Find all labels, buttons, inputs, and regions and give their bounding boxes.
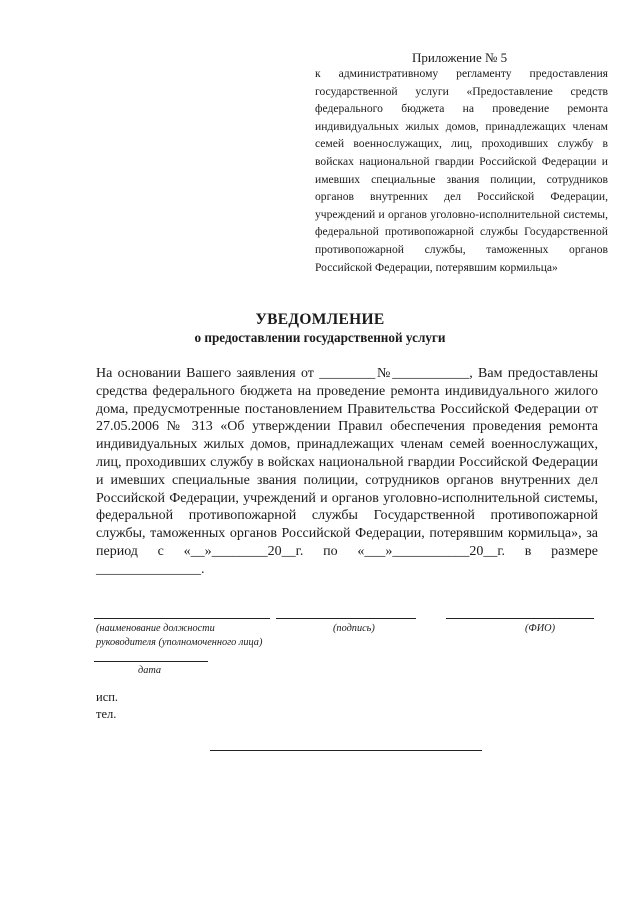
sign-signature-line <box>276 618 416 619</box>
position-caption-line2: руководителя (уполномоченного лица) <box>96 637 263 648</box>
footer-line <box>210 750 482 751</box>
position-signature-line <box>94 618 270 619</box>
document-heading: УВЕДОМЛЕНИЕ <box>255 311 385 328</box>
annex-text: к административному регламенту предоставления государственной услуги «Предоставление средств федерального бюджета на проведение ремонта индивидуальных жилых домов, принадлежащих членам семей военнослужащих, лиц, проходивших службу в войсках национальной гвардии Российской Федерации и имевших специальные звания полиции, сотрудников органов внутренних дел Российской Федерации, учреждений и органов уголовно-исполнительной системы, федеральной противопожарной службы Государственной противопожарной службы, таможенных органов Российской Федерации, потерявшим кормильца» <box>315 67 608 274</box>
date-line <box>94 661 208 662</box>
phone-label: тел. <box>96 707 117 721</box>
name-caption: (ФИО) <box>525 623 556 634</box>
name-signature-line <box>446 618 594 619</box>
position-caption-line1: (наименование должности <box>96 623 215 634</box>
date-caption: дата <box>138 665 162 676</box>
document-subheading: о предоставлении государственной услуги <box>194 330 446 345</box>
document-body: На основании Вашего заявления от ________№___________, Вам предоставлены средства федерального бюджета на проведение ремонта индивидуального жилого дома, предусмотренные постановлением Правительства Российской Федерации от 27.05.2006 № 313 «Об утверждении Правил обеспечения проведения ремонта индивидуальных жилых домов, принадлежащих членам семей военнослужащих, лиц, проходивших службу в войсках национальной гвардии Российской Федерации и имевших специальные звания полиции, сотрудников органов внутренних дел Российской Федерации, учреждений и органов уголовно-исполнительной системы, федеральной противопожарной службы Государственной противопожарной службы, таможенных органов Российской Федерации, потерявшим кормильца», за период с «__»________20__г. по «___»___________20__г. в размере _______________. <box>96 366 598 577</box>
sign-caption: (подпись) <box>333 623 375 634</box>
executor-label: исп. <box>96 690 119 704</box>
annex-title: Приложение № 5 <box>412 50 508 65</box>
